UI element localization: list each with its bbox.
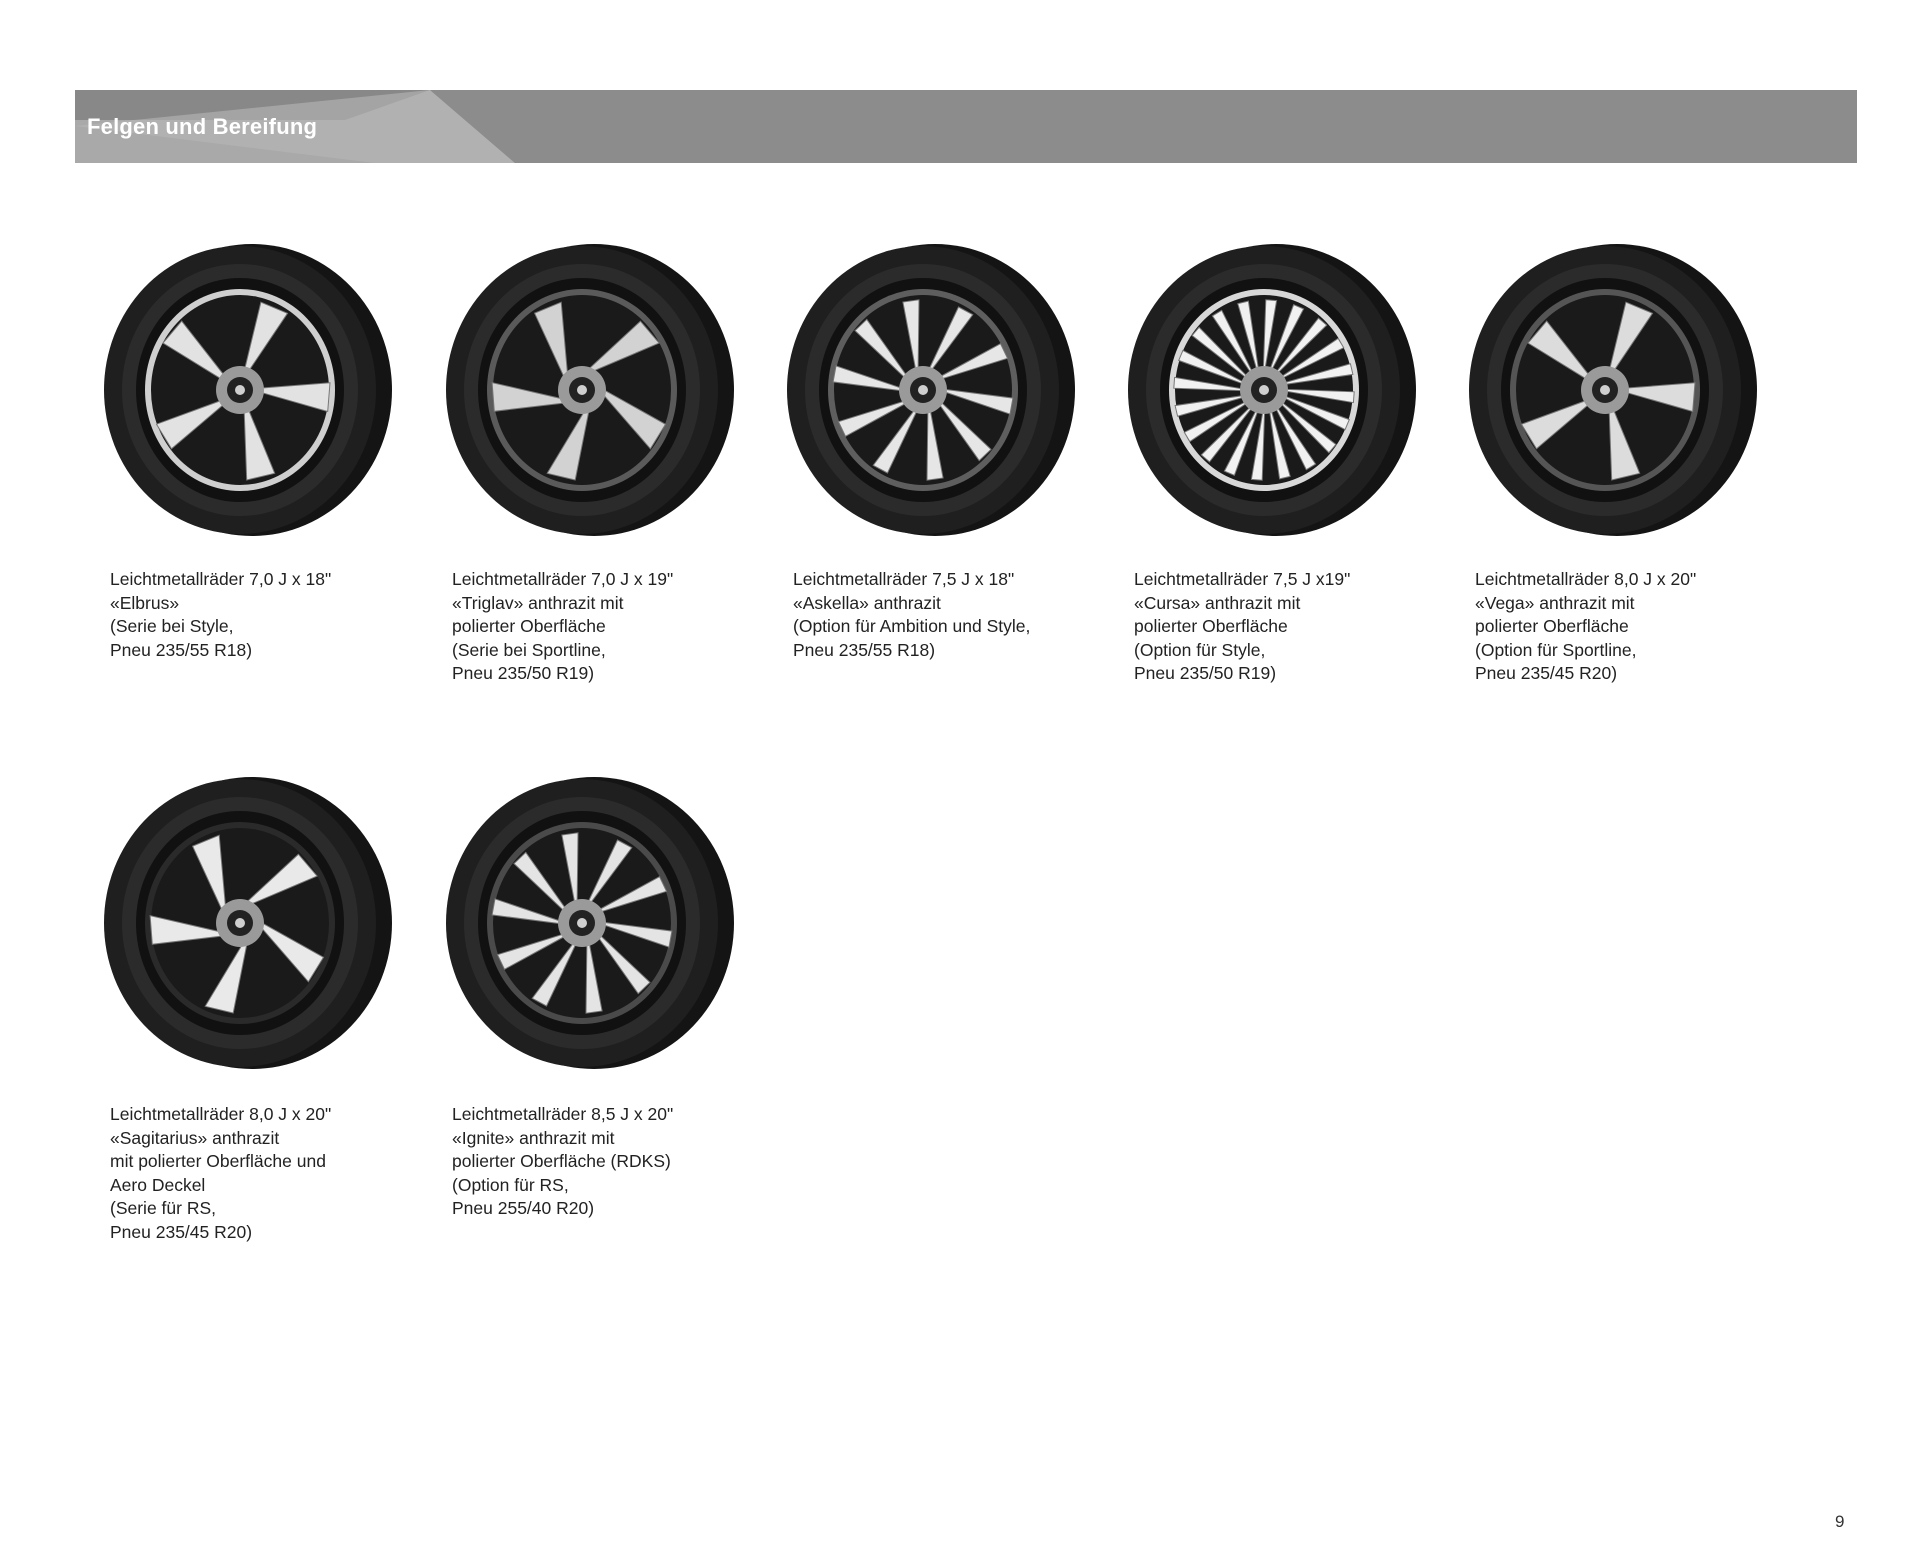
wheel-caption-line: (Option für RS, [452, 1174, 569, 1195]
wheel-caption-line: (Option für Ambition und Style, [793, 616, 1031, 636]
wheel-image-vega [1463, 240, 1763, 545]
wheel-caption-line: (Option für Style, [1134, 639, 1266, 660]
wheel-caption-line: «Ignite» anthrazit mit [452, 1127, 615, 1148]
wheel-image-triglav [440, 240, 740, 545]
wheel-caption-line: Leichtmetallräder 7,5 J x 18" [793, 569, 1015, 589]
wheel-caption-line: «Askella» anthrazit [793, 592, 941, 613]
wheel-caption-line: Leichtmetallräder 7,0 J x 18" [110, 569, 332, 589]
wheel-image-askella [781, 240, 1081, 545]
wheel-caption-line: Leichtmetallräder 8,5 J x 20" [452, 1104, 674, 1124]
wheel-image-elbrus [98, 240, 398, 545]
wheel-caption-line: Pneu 235/45 R20) [1475, 663, 1618, 683]
wheel-image-cursa [1122, 240, 1422, 545]
wheel-caption [110, 568, 410, 662]
wheel-caption [1475, 568, 1775, 686]
wheel-caption-line: «Elbrus» [110, 592, 180, 613]
wheel-caption-line: Pneu 235/50 R19) [452, 663, 595, 683]
wheel-caption-line: Aero Deckel [110, 1174, 206, 1195]
wheel-image-sagitarius [98, 773, 398, 1078]
wheel-caption-line: (Serie bei Sportline, [452, 639, 606, 660]
wheel-caption [110, 1103, 410, 1244]
wheel-caption [1134, 568, 1434, 686]
wheel-image-ignite [440, 773, 740, 1078]
wheel-caption [452, 568, 752, 686]
wheel-caption-line: polierter Oberfläche [1134, 616, 1288, 636]
wheel-caption-line: Pneu 255/40 R20) [452, 1198, 595, 1218]
wheel-caption-line: «Triglav» anthrazit mit [452, 592, 624, 613]
wheel-caption-line: Leichtmetallräder 8,0 J x 20" [1475, 569, 1697, 589]
wheel-caption-line: (Serie für RS, [110, 1198, 216, 1218]
wheel-caption-line: Leichtmetallräder 8,0 J x 20" [110, 1104, 332, 1124]
wheel-caption-line: «Sagitarius» anthrazit [110, 1127, 280, 1148]
wheel-caption-line: «Vega» anthrazit mit [1475, 592, 1635, 613]
wheel-caption-line: Pneu 235/55 R18) [793, 639, 936, 660]
wheel-caption-line: Pneu 235/45 R20) [110, 1221, 253, 1242]
wheel-caption-line: Pneu 235/55 R18) [110, 639, 253, 660]
wheel-caption-line: Leichtmetallräder 7,0 J x 19" [452, 569, 674, 589]
wheel-caption-line: Leichtmetallräder 7,5 J x19" [1134, 569, 1351, 589]
wheel-caption-line: polierter Oberfläche (RDKS) [452, 1151, 671, 1171]
wheel-caption [452, 1103, 752, 1221]
page-number: 9 [1835, 1512, 1845, 1531]
wheel-caption-line: polierter Oberfläche [1475, 616, 1629, 636]
wheel-caption-line: (Serie bei Style, [110, 616, 234, 636]
wheel-caption-line: (Option für Sportline, [1475, 639, 1637, 660]
section-title: Felgen und Bereifung [87, 114, 318, 139]
wheel-caption-line: «Cursa» anthrazit mit [1134, 592, 1301, 613]
wheel-caption-line: Pneu 235/50 R19) [1134, 663, 1277, 683]
section-header-bar [75, 90, 1857, 163]
wheel-caption-line: polierter Oberfläche [452, 616, 606, 636]
wheel-caption [793, 568, 1093, 662]
wheel-caption-line: mit polierter Oberfläche und [110, 1151, 326, 1171]
